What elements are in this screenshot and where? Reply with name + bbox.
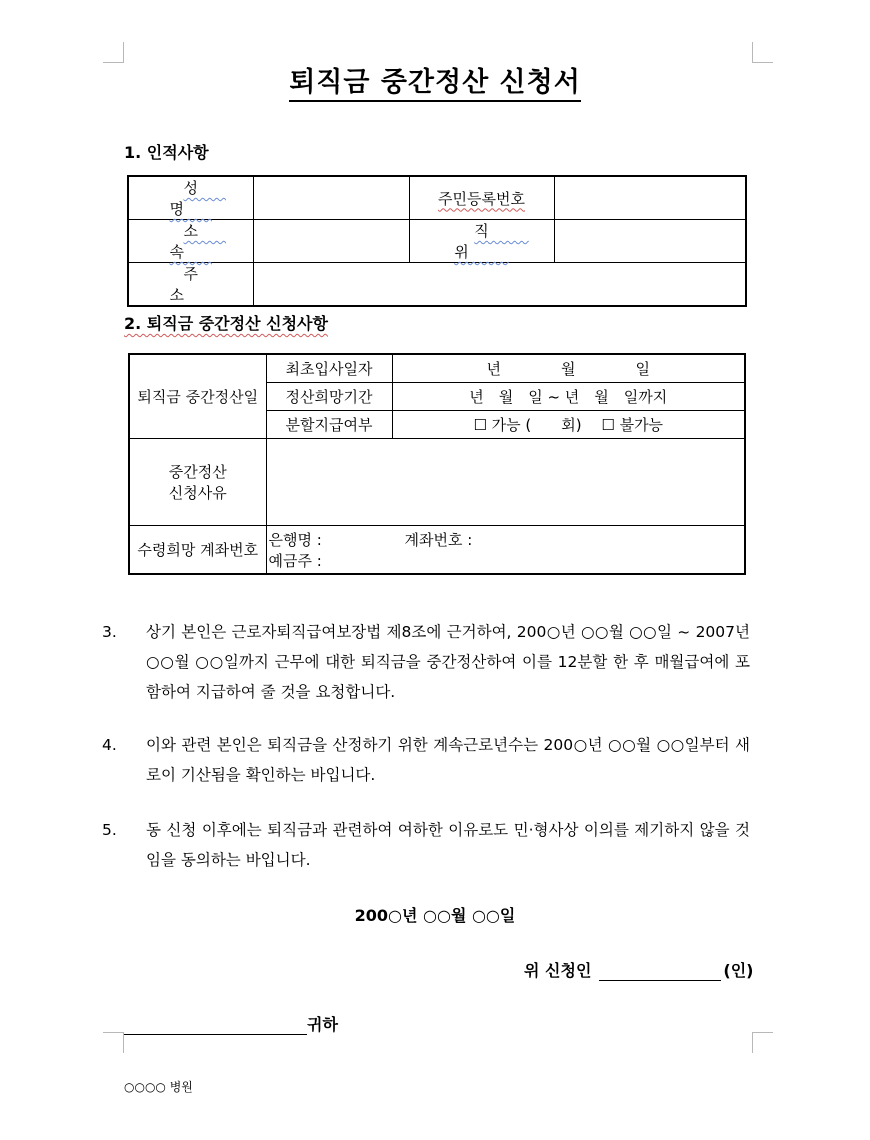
name-label: 성 명 — [128, 176, 253, 220]
paragraph-4: 4. 이와 관련 본인은 퇴직금을 산정하기 위한 계속근로년수는 200○년 ○○월 ○○일부터 새로이 기산됨을 확인하는 바입니다. — [102, 736, 750, 784]
dept-field[interactable] — [253, 220, 409, 263]
seal-label: (인) — [723, 961, 754, 980]
rrn-label: 주민등록번호 — [409, 176, 554, 220]
installment-field[interactable]: ☐ 가능 ( 회) ☐ 불가능 — [392, 411, 745, 439]
account-no-label: 계좌번호 : — [404, 530, 473, 549]
position-field[interactable] — [554, 220, 746, 263]
applicant-signature — [524, 958, 754, 981]
crop-mark-bottom-left — [103, 1032, 124, 1053]
first-hire-field[interactable]: 년 월 일 — [392, 354, 745, 383]
first-hire-label: 최초입사일자 — [266, 354, 392, 383]
settlement-date-label: 퇴직금 중간정산일 — [129, 354, 266, 439]
section1-heading: 1. 인적사항 — [124, 143, 209, 162]
reason-label-line1: 중간정산 — [168, 463, 227, 481]
holder-label: 예금주 : — [268, 551, 322, 570]
paragraph-5: 5. 동 신청 이후에는 퇴직금과 관련하여 여하한 이유로도 민·형사상 이의를 제기하지 않을 것임을 동의하는 바입니다. — [102, 821, 750, 869]
reason-field[interactable] — [266, 439, 745, 526]
application-date: 200○년 ○○월 ○○일 — [354, 906, 516, 925]
settlement-request-table — [128, 353, 746, 575]
bank-label: 은행명 : — [268, 530, 322, 549]
reason-label — [129, 439, 266, 526]
period-field[interactable]: 년 월 일 ~ 년 월 일까지 — [392, 383, 745, 411]
address-field[interactable] — [253, 263, 746, 307]
account-field[interactable] — [266, 526, 745, 575]
recipient-line[interactable] — [124, 1016, 307, 1035]
crop-mark-bottom-right — [752, 1032, 773, 1053]
hospital-footer: ○○○○ 병원 — [124, 1080, 193, 1094]
recipient-suffix: 귀하 — [307, 1015, 338, 1034]
personal-info-table — [127, 175, 747, 307]
document-title: 퇴직금 중간정산 신청서 — [0, 60, 870, 99]
installment-label: 분할지급여부 — [266, 411, 392, 439]
address-label: 주 소 — [128, 263, 253, 307]
account-label: 수령희망 계좌번호 — [129, 526, 266, 575]
name-field[interactable] — [253, 176, 409, 220]
applicant-label: 위 신청인 — [524, 961, 592, 980]
applicant-signature-line[interactable] — [599, 962, 721, 981]
rrn-field[interactable] — [554, 176, 746, 220]
dept-label: 소 속 — [128, 220, 253, 263]
reason-label-line2: 신청사유 — [168, 484, 227, 502]
position-label: 직 위 — [409, 220, 554, 263]
section2-heading: 2. 퇴직금 중간정산 신청사항 — [124, 314, 328, 333]
recipient — [124, 1012, 338, 1035]
paragraph-3: 3. 상기 본인은 근로자퇴직급여보장법 제8조에 근거하여, 200○년 ○○월 ○○일 ~ 2007년 ○○월 ○○일까지 근무에 대한 퇴직금을 중간정산하여 이를 12분할 한 후 매월급여에 포함하여 지급하여 줄 것을 요청합니다. — [102, 623, 750, 701]
period-label: 정산희망기간 — [266, 383, 392, 411]
